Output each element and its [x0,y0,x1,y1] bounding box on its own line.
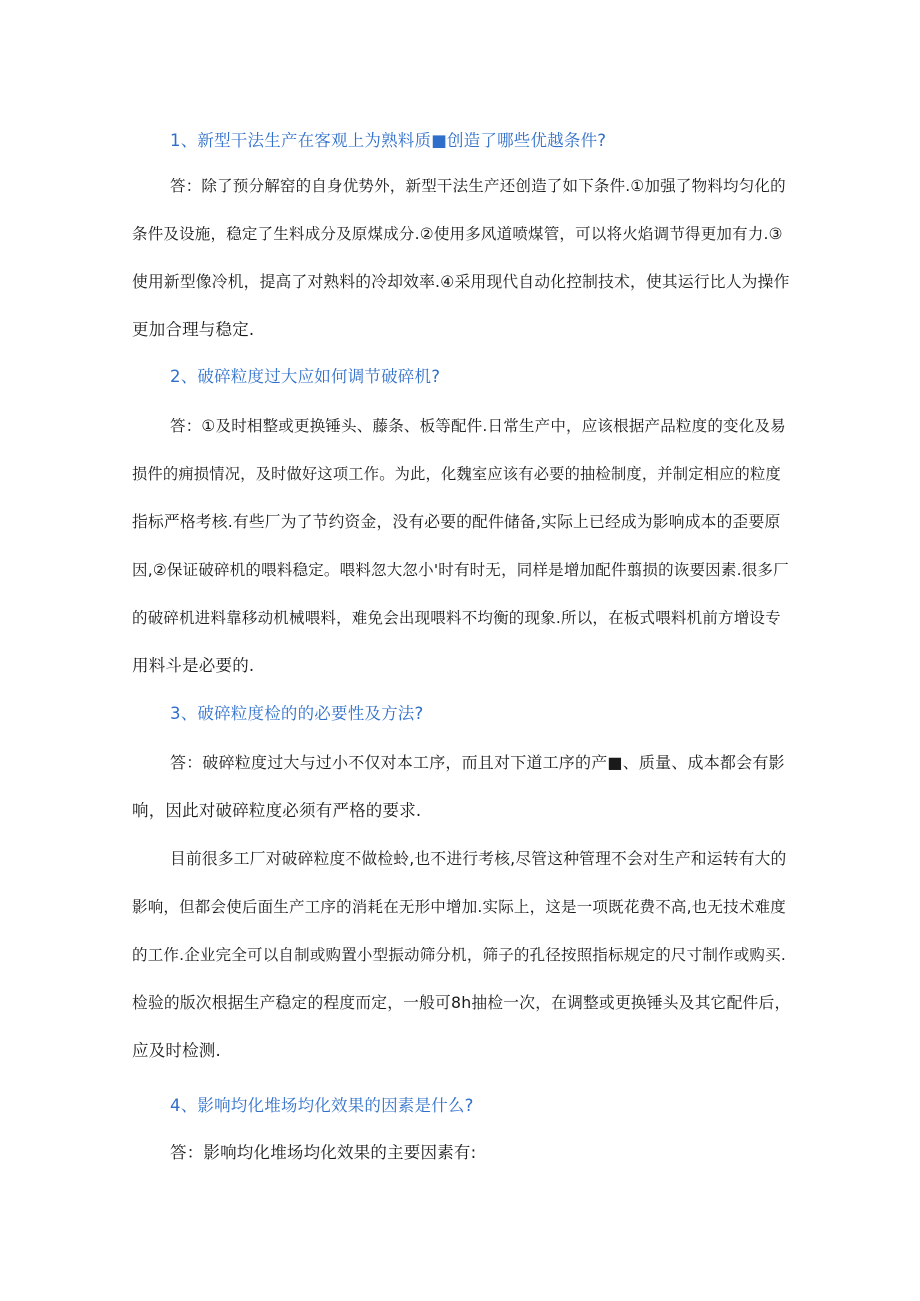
answer-3-line-7: 应及时检测. [132,1041,221,1060]
answer-3-line-5: 的工作.企业完全可以自制或购置小型振动筛分机，筛子的孔径按照指标规定的尺寸制作或购买. [132,946,786,964]
question-1: 1、新型干法生产在客观上为熟料质■创造了哪些优越条件? [170,131,607,150]
answer-1-line-3: 使用新型像冷机，提高了对熟料的冷却效率.④采用现代自动化控制技术，使其运行比人为操作 [132,272,790,291]
answer-2-line-3: 指标严格考核.有些厂为了节约资金，没有必要的配件储备,实际上已经成为影响成本的歪要原 [132,512,781,531]
answer-1-line-2: 条件及设施，稳定了生料成分及原煤成分.②使用多风道喷煤管，可以将火焰调节得更加有力.③ [132,225,783,243]
answer-3-line-4: 影响，但都会使后面生产工序的消耗在无形中增加.实际上，这是一项既花费不高,也无技术难度 [132,898,786,916]
answer-2-line-5: 的破碎机进料靠移动机械喂料，难免会出现喂料不均衡的现象.所以，在板式喂料机前方增设专 [132,609,781,627]
answer-3-line-1: 答：破碎粒度过大与过小不仅对本工序，而且对下道工序的产■、质量、成本都会有影 [170,753,785,772]
answer-1-line-4: 更加合理与稳定. [132,320,255,339]
answer-2-line-2: 损件的痈损情况，及时做好这项工作。为此，化魏室应该有必要的抽检制度，并制定相应的粒度 [132,465,781,483]
answer-2-line-6: 用料斗是必要的. [132,656,255,675]
answer-3-line-2: 响，因此对破碎粒度必须有严格的要求. [132,801,422,820]
answer-1-line-1: 答：除了预分解窑的自身优势外，新型干法生产还创造了如下条件.①加强了物料均匀化的 [170,177,786,195]
answer-2-line-4: 因,②保证破碎机的喂料稳定。喂料忽大忽小'时有时无，同样是增加配件翦损的诙要因素.很多厂 [132,561,789,579]
answer-2-line-1: 答：①及时相整或更换锤头、藤条、板等配件.日常生产中，应该根据产品粒度的变化及易 [170,417,786,435]
question-2: 2、破碎粒度过大应如何调节破碎机? [170,367,441,386]
answer-4-line-1: 答：影响均化堆场均化效果的主要因素有: [170,1143,477,1162]
question-4: 4、影响均化堆场均化效果的因素是什么? [170,1096,474,1115]
question-3: 3、破碎粒度检的的必要性及方法? [170,704,424,723]
answer-3-line-3: 目前很多工厂对破碎粒度不做检蛉,也不进行考核,尽管这种管理不会对生产和运转有大的 [170,849,787,868]
answer-3-line-6: 检验的版次根据生产稳定的程度而定，一般可8h抽检一次，在调整或更换锤头及其它配件后， [132,993,791,1012]
